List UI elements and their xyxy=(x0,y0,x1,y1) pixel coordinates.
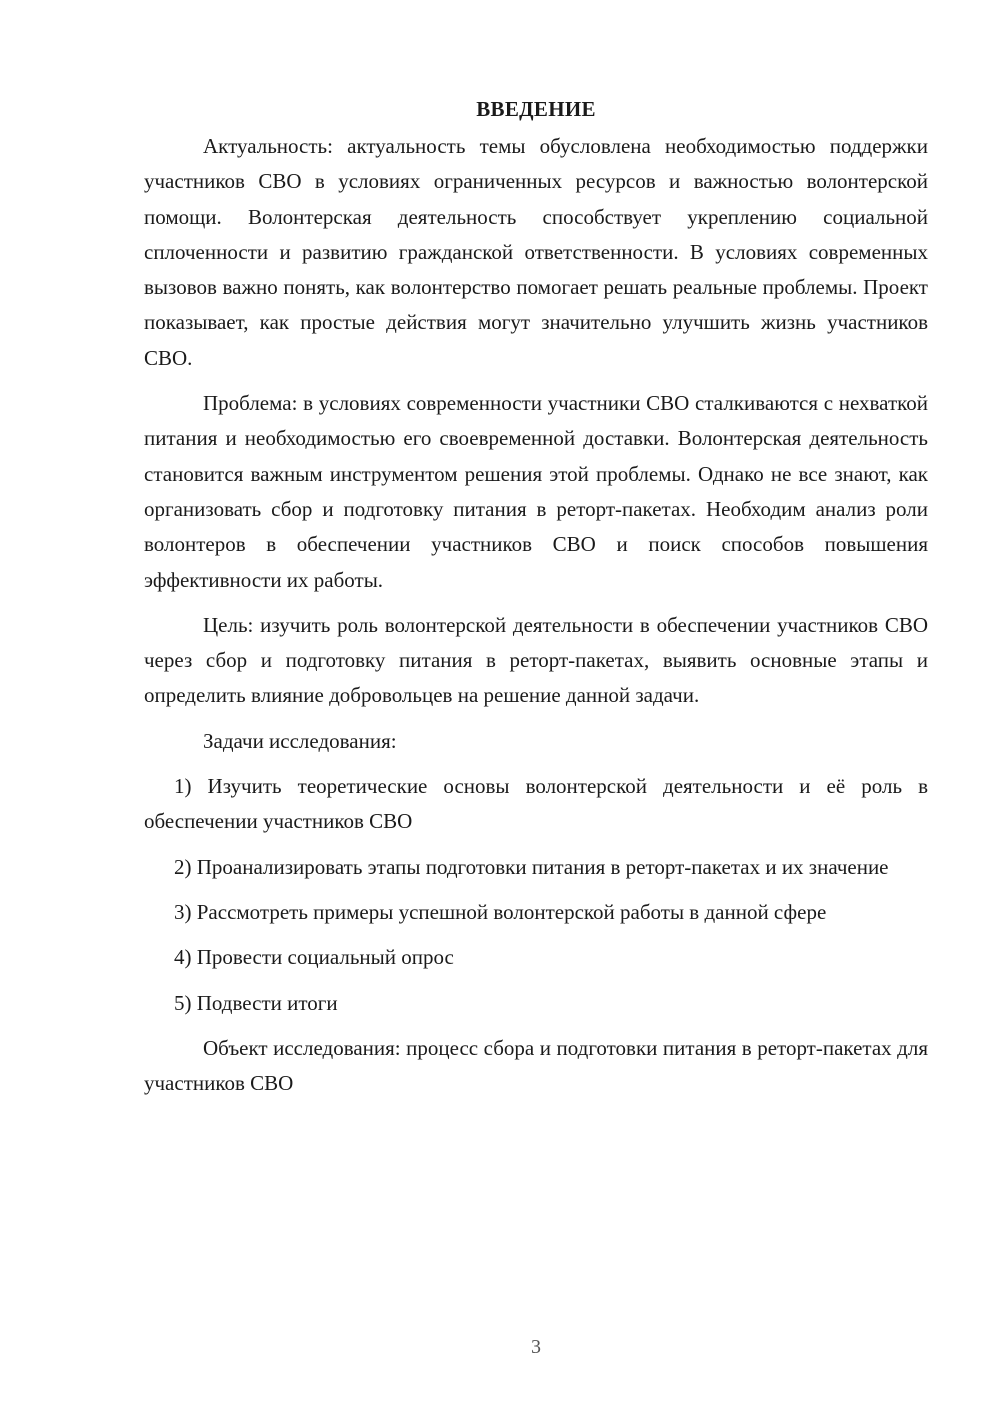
object-paragraph: Объект исследования: процесс сбора и подготовки питания в реторт-пакетах для участников СВО xyxy=(144,1035,928,1096)
page-title: ВВЕДЕНИЕ xyxy=(476,97,596,121)
task-item-1: 1) Изучить теоретические основы волонтерской деятельности и её роль в обеспечении участников СВО xyxy=(144,774,928,834)
page-content xyxy=(144,92,928,1111)
tasks-heading: Задачи исследования: xyxy=(203,728,397,753)
relevance-paragraph: Актуальность: актуальность темы обусловлена необходимостью поддержки участников СВО в условиях ограниченных ресурсов и важностью волонтерской помощи. Волонтерская деятельность способствует укреплению социальной сплоченности и развитию гражданской ответственности. В условиях современных вызовов важно понять, как волонтерство помогает решать реальные проблемы. Проект показывает, как простые действия могут значительно улучшить жизнь участников СВО. xyxy=(144,134,928,370)
goal-paragraph: Цель: изучить роль волонтерской деятельности в обеспечении участников СВО через сбор и подготовку питания в реторт-пакетах, выявить основные этапы и определить влияние добровольцев на решение данной задачи. xyxy=(144,612,928,708)
task-item-4: 4) Провести социальный опрос xyxy=(174,945,454,970)
page-number: 3 xyxy=(531,1336,541,1358)
problem-paragraph: Проблема: в условиях современности участники СВО сталкиваются с нехваткой питания и необходимостью его своевременной доставки. Волонтерская деятельность становится важным инструментом решения этой проблемы. Однако не все знают, как организовать сбор и подготовку питания в реторт-пакетах. Необходим анализ роли волонтеров в обеспечении участников СВО и поиск способов повышения эффективности их работы. xyxy=(144,391,928,592)
task-item-2: 2) Проанализировать этапы подготовки питания в реторт-пакетах и их значение xyxy=(174,854,889,879)
task-item-5: 5) Подвести итоги xyxy=(174,990,338,1015)
task-item-3: 3) Рассмотреть примеры успешной волонтерской работы в данной сфере xyxy=(174,899,827,924)
